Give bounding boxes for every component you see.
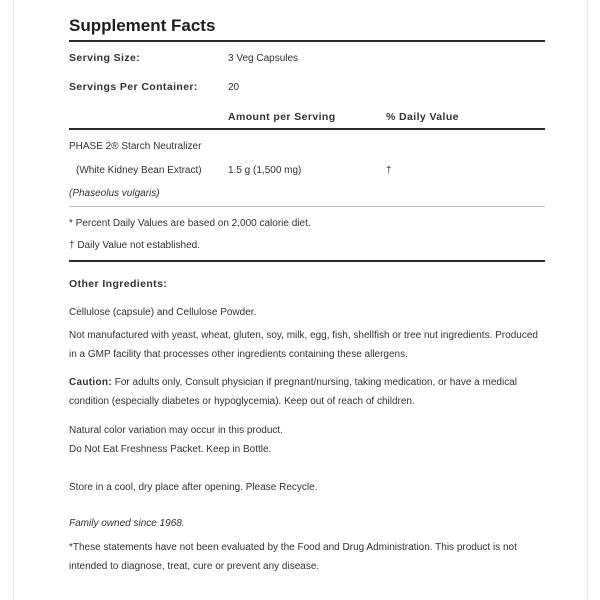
- allergen-text: Not manufactured with yeast, wheat, gluten, soy, milk, egg, fish, shellfish or tree nut ingredients. Produced in a GMP facility that processes other ingredients containing these allergens.: [69, 330, 538, 360]
- header-rule: [69, 128, 545, 130]
- caution-body: For adults only. Consult physician if pregnant/nursing, taking medication, or have a medical condition (especially diabetes or hypoglycemia). Keep out of reach of children.: [69, 377, 517, 407]
- facts-bottom-rule: [69, 260, 545, 262]
- ingredient-name: PHASE 2® Starch Neutralizer: [69, 141, 202, 152]
- storage-note: Store in a cool, dry place after opening. Please Recycle.: [69, 482, 318, 493]
- color-variation-note: Natural color variation may occur in this product.: [69, 425, 283, 436]
- title-rule: [69, 40, 545, 42]
- serving-size-value: 3 Veg Capsules: [228, 53, 299, 64]
- other-ingredients-heading: Other Ingredients:: [69, 278, 168, 290]
- freshness-note: Do Not Eat Freshness Packet. Keep in Bottle.: [69, 444, 272, 455]
- ingredient-sub: (White Kidney Bean Extract): [76, 165, 202, 176]
- ingredient-daily-value: †: [386, 165, 392, 176]
- supplement-facts-title: Supplement Facts: [69, 16, 216, 35]
- serving-size-label: Serving Size:: [69, 52, 141, 64]
- facts-divider: [69, 206, 545, 207]
- ingredient-amount: 1.5 g (1,500 mg): [228, 165, 302, 176]
- servings-per-container-label: Servings Per Container:: [69, 81, 198, 93]
- servings-per-container-value: 20: [228, 82, 240, 93]
- fda-disclaimer: *These statements have not been evaluated by the Food and Drug Administration. This product is not intended to diagnose, treat, cure or prevent any disease.: [69, 542, 517, 572]
- ingredient-latin-name: (Phaseolus vulgaris): [69, 188, 160, 199]
- footnote-percent: * Percent Daily Values are based on 2,000 calorie diet.: [69, 218, 311, 229]
- caution-text: [69, 373, 545, 411]
- ingredients-text: Cellulose (capsule) and Cellulose Powder.: [69, 307, 257, 318]
- family-owned-note: Family owned since 1968.: [69, 518, 185, 529]
- footnote-dagger: † Daily Value not established.: [69, 240, 201, 251]
- amount-per-serving-header: Amount per Serving: [228, 111, 336, 123]
- caution-label: Caution:: [69, 377, 112, 388]
- daily-value-header: % Daily Value: [386, 111, 459, 123]
